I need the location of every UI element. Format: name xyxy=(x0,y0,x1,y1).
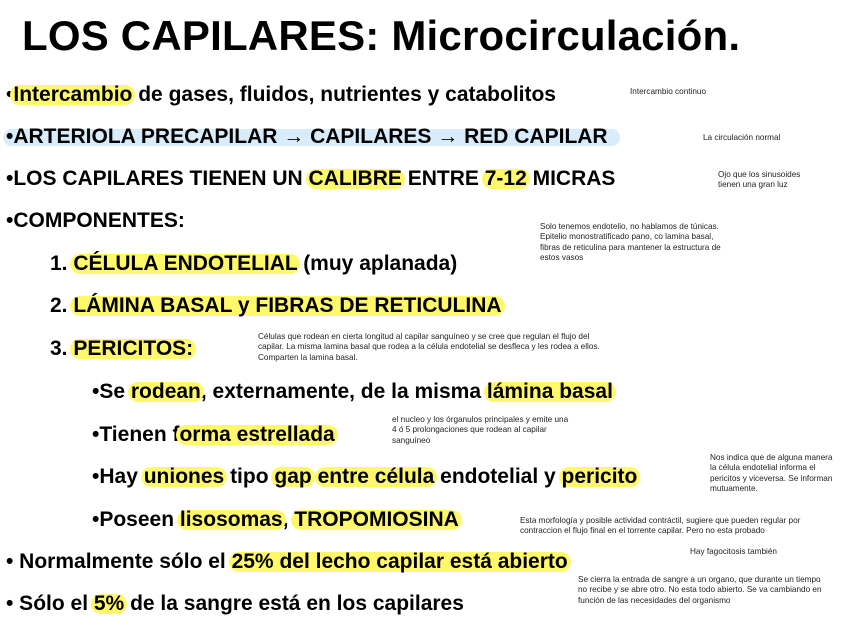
sub-text: , externamente, de la misma xyxy=(200,380,487,403)
component-lamina-basal xyxy=(50,293,502,319)
note-pericitos xyxy=(258,332,678,363)
bullet-25-percent xyxy=(6,549,568,575)
highlight-tropomiosina: TROPOMIOSINA xyxy=(294,508,459,531)
highlight-lisosomas: lisosomas xyxy=(179,508,283,531)
note-line: Epitelio monostratificado pano, co lamina basal, xyxy=(540,232,714,242)
highlight-pericitos: PERICITOS: xyxy=(73,337,194,360)
note-line: no recibe y se abre otro. No esta todo abierto. Se va cambiando en xyxy=(578,585,822,595)
page-title: LOS CAPILARES: Microcirculación. xyxy=(22,12,741,59)
note-line: pericitos y viceversa. Se informan xyxy=(710,473,833,483)
sub-text: , xyxy=(282,508,295,531)
highlight-celula-endotelial: CÉLULA ENDOTELIAL xyxy=(73,252,298,275)
sub-text: tipo xyxy=(224,465,275,488)
list-number: 2. xyxy=(50,294,74,317)
note-line: la célula endotelial informa el xyxy=(710,463,816,473)
sub-uniones-gap xyxy=(92,464,637,490)
note-gap xyxy=(710,453,848,495)
highlight-forma-estrellada: orma estrellada xyxy=(179,423,335,446)
note-line: Se cierra la entrada de sangre a un organo, que durante un tiempo xyxy=(578,575,821,584)
highlight-25-percent: 25% del lecho capilar está abierto xyxy=(231,550,568,573)
highlight-pericito: pericito xyxy=(561,465,638,488)
arteriola-chain-text: •ARTERIOLA PRECAPILAR → CAPILARES → RED CAPILAR xyxy=(6,125,608,148)
list-number: 3. xyxy=(50,337,74,360)
note-line: Células que rodean en cierta longitud al capilar sanguíneo y se cree que regulan el flujo del xyxy=(258,332,590,341)
highlight-rodean: rodean xyxy=(130,380,201,403)
list-number: 1. xyxy=(50,252,74,275)
note-line: Nos indica que de alguna manera xyxy=(710,453,833,462)
note-line: contraccion el flujo final en el torrente capilar. Pero no esta probado xyxy=(520,526,765,536)
sub-text: •Poseen xyxy=(92,508,180,531)
note-prolongaciones xyxy=(392,415,592,446)
sub-rodean xyxy=(92,379,613,405)
bullet-text: MICRAS xyxy=(526,167,616,190)
highlight-entre-celula: entre célula xyxy=(317,465,435,488)
note-line: función de las necesidades del organismo xyxy=(578,595,731,605)
bullet-text: de la sangre está en los capilares xyxy=(124,592,464,615)
note-flujo xyxy=(578,575,848,606)
bullet-text: de gases, fluidos, nutrientes y catabolitos xyxy=(132,83,556,106)
bullet-text: ENTRE xyxy=(401,167,485,190)
note-line: Ojo que los sinusoides xyxy=(718,170,801,179)
highlight-5-percent: 5% xyxy=(93,592,125,615)
highlight-intercambio: Intercambio xyxy=(13,83,133,106)
note-endotelio xyxy=(540,222,755,264)
highlight-lamina-basal-2: lámina basal xyxy=(486,380,613,403)
component-pericitos xyxy=(50,336,193,362)
note-line: sanguíneo xyxy=(392,435,431,445)
highlight-calibre: CALIBRE xyxy=(308,167,402,190)
highlight-uniones: uniones xyxy=(143,465,225,488)
bullet-5-percent xyxy=(6,591,464,617)
highlight-gap: gap xyxy=(274,465,312,488)
note-line: mutuamente. xyxy=(710,484,758,494)
sub-text: •Hay xyxy=(92,465,144,488)
note-line: fibras de reticulina para mantener la estructura de xyxy=(540,242,721,252)
bullet-calibre xyxy=(6,166,615,192)
note-circulacion: La circulación normal xyxy=(703,133,781,142)
note-line: el nucleo y los órganulos principales y emite una xyxy=(392,415,569,424)
bullet-text: • Normalmente sólo el xyxy=(6,550,232,573)
note-line: capilar. La misma lamina basal que rodea a la célula endotelial se desflecа y les rodea a ellos. xyxy=(258,342,600,352)
note-line: Esta morfología y posible actividad contráctil, sugiere que pueden regular por xyxy=(520,516,801,525)
note-line: Comparten la lamina basal. xyxy=(258,352,358,362)
note-fagocitosis: Hay fagocitosis también xyxy=(690,547,777,556)
sub-text: endotelial y xyxy=(434,465,562,488)
highlight-lamina-basal: LÁMINA BASAL y FIBRAS DE RETICULINA xyxy=(73,294,502,317)
bullet-prefix: • xyxy=(6,83,14,106)
note-line: Solo tenemos endotelio, no hablamos de túnicas. xyxy=(540,222,719,231)
bullet-arteriola xyxy=(6,124,608,150)
component-text: (muy aplanada) xyxy=(297,252,458,275)
component-celula-endotelial xyxy=(50,251,457,277)
note-sinusoides xyxy=(718,170,843,191)
bullet-text: •LOS CAPILARES TIENEN UN xyxy=(6,167,309,190)
bullet-text: • Sólo el xyxy=(6,592,94,615)
sub-text: •Tienen f xyxy=(92,423,180,446)
note-line: 4 ó 5 prolongaciones que rodean al capilar xyxy=(392,425,547,435)
sub-text: •Se xyxy=(92,380,131,403)
note-intercambio: Intercambio continuo xyxy=(630,87,707,96)
bullet-componentes: •COMPONENTES: xyxy=(6,209,185,232)
bullet-intercambio xyxy=(6,82,556,108)
highlight-micras-value: 7-12 xyxy=(484,167,527,190)
sub-lisosomas xyxy=(92,507,459,533)
note-contractil xyxy=(520,516,840,537)
note-line: estos vasos xyxy=(540,253,584,263)
note-line: tienen una gran luz xyxy=(718,180,788,190)
sub-forma-estrellada xyxy=(92,422,335,448)
